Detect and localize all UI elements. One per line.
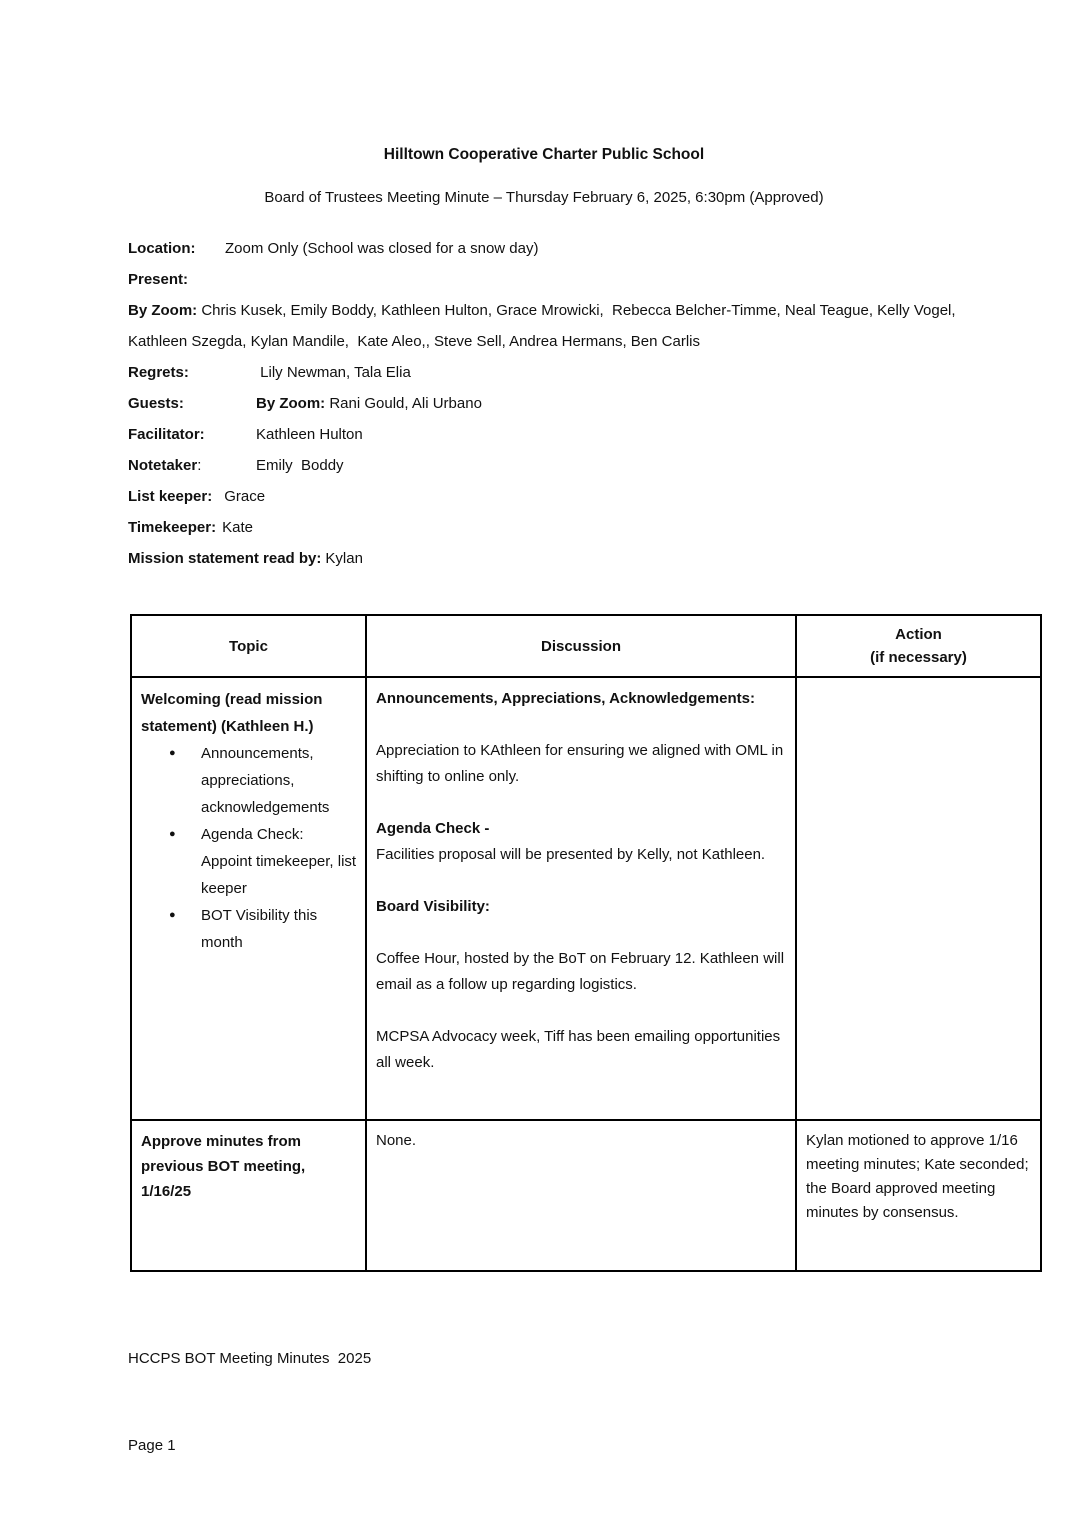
list-item: ● Agenda Check: Appoint timekeeper, list keeper xyxy=(141,821,357,902)
notetaker-label: Notetaker: xyxy=(128,457,202,474)
meta-by-zoom xyxy=(128,295,960,357)
topic-cell-welcoming xyxy=(131,677,366,1120)
discussion-cell-welcoming xyxy=(366,677,796,1120)
timekeeper-value: Kate xyxy=(222,519,253,536)
footer-doc-title: HCCPS BOT Meeting Minutes 2025 xyxy=(128,1350,372,1367)
facilitator-value: Kathleen Hulton xyxy=(256,426,363,443)
meta-guests xyxy=(128,388,960,419)
list-keeper-value: Grace xyxy=(224,488,266,505)
location-label: Location: xyxy=(128,240,196,257)
meta-timekeeper xyxy=(128,512,960,543)
topic-bullet-list xyxy=(141,740,357,956)
by-zoom-value: Chris Kusek, Emily Boddy, Kathleen Hulton, Grace Mrowicki, Rebecca Belcher-Timme, Neal Teague, Kelly Vogel, Kathleen Szegda, Kylan Mandile, Kate Aleo,, Steve Sell, Andrea Hermans, Ben Carlis xyxy=(128,302,960,350)
guests-by-zoom-label: By Zoom: xyxy=(256,395,326,412)
timekeeper-label: Timekeeper: xyxy=(128,519,217,536)
minutes-table xyxy=(130,614,1042,1272)
meta-facilitator xyxy=(128,419,960,450)
document-title: Hilltown Cooperative Charter Public School xyxy=(383,146,705,163)
location-value: Zoom Only (School was closed for a snow day) xyxy=(225,240,539,257)
meta-list-keeper xyxy=(128,481,960,512)
mission-value: Kylan xyxy=(325,550,363,567)
list-item: ● Announcements, appreciations, acknowledgements xyxy=(141,740,357,821)
discussion-cell-approve-minutes: None. xyxy=(366,1120,796,1271)
topic-cell-approve-minutes: Approve minutes from previous BOT meeting, 1/16/25 xyxy=(131,1120,366,1271)
table-row-approve-minutes xyxy=(131,1120,1041,1271)
facilitator-label: Facilitator: xyxy=(128,426,205,443)
present-label: Present: xyxy=(128,271,189,288)
discussion-paragraph: MCPSA Advocacy week, Tiff has been emailing opportunities all week. xyxy=(376,1028,781,1071)
table-row-welcoming xyxy=(131,677,1041,1120)
action-cell-welcoming xyxy=(796,677,1041,1120)
topic-heading: Welcoming (read mission statement) (Kathleen H.) xyxy=(141,691,323,735)
discussion-paragraph: Appreciation to KAthleen for ensuring we aligned with OML in shifting to online only. xyxy=(376,742,784,785)
discussion-paragraph: Coffee Hour, hosted by the BoT on February 12. Kathleen will email as a follow up regarding logistics. xyxy=(376,950,785,993)
meta-mission-statement xyxy=(128,543,960,574)
discussion-subheading: Board Visibility: xyxy=(376,898,490,915)
discussion-subheading: Announcements, Appreciations, Acknowledgements: xyxy=(376,690,755,707)
list-item: ● BOT Visibility this month xyxy=(141,902,357,956)
guests-label: Guests: xyxy=(128,395,184,412)
meeting-meta xyxy=(128,233,960,574)
meta-notetaker xyxy=(128,450,960,481)
footer-page-number: Page 1 xyxy=(128,1437,176,1454)
notetaker-value: Emily Boddy xyxy=(256,457,344,474)
mission-label: Mission statement read by: xyxy=(128,550,322,567)
action-cell-approve-minutes: Kylan motioned to approve 1/16 meeting minutes; Kate seconded; the Board approved meeting minutes by consensus. xyxy=(796,1120,1041,1271)
table-header-row xyxy=(131,615,1041,677)
list-keeper-label: List keeper: xyxy=(128,488,213,505)
column-header-topic: Topic xyxy=(131,615,366,677)
document-subtitle: Board of Trustees Meeting Minute – Thursday February 6, 2025, 6:30pm (Approved) xyxy=(264,189,824,206)
meta-present xyxy=(128,264,960,295)
by-zoom-label: By Zoom: xyxy=(128,302,198,319)
page-footer xyxy=(128,1286,960,1518)
meta-regrets xyxy=(128,357,960,388)
discussion-subheading: Agenda Check - xyxy=(376,820,490,837)
meta-location xyxy=(128,233,960,264)
column-header-discussion: Discussion xyxy=(366,615,796,677)
guests-value: Rani Gould, Ali Urbano xyxy=(325,395,482,412)
regrets-label: Regrets: xyxy=(128,364,189,381)
regrets-value: Lily Newman, Tala Elia xyxy=(256,364,411,381)
discussion-paragraph: Agenda Check - Facilities proposal will be presented by Kelly, not Kathleen. xyxy=(376,816,787,868)
column-header-action: Action (if necessary) xyxy=(796,615,1041,677)
